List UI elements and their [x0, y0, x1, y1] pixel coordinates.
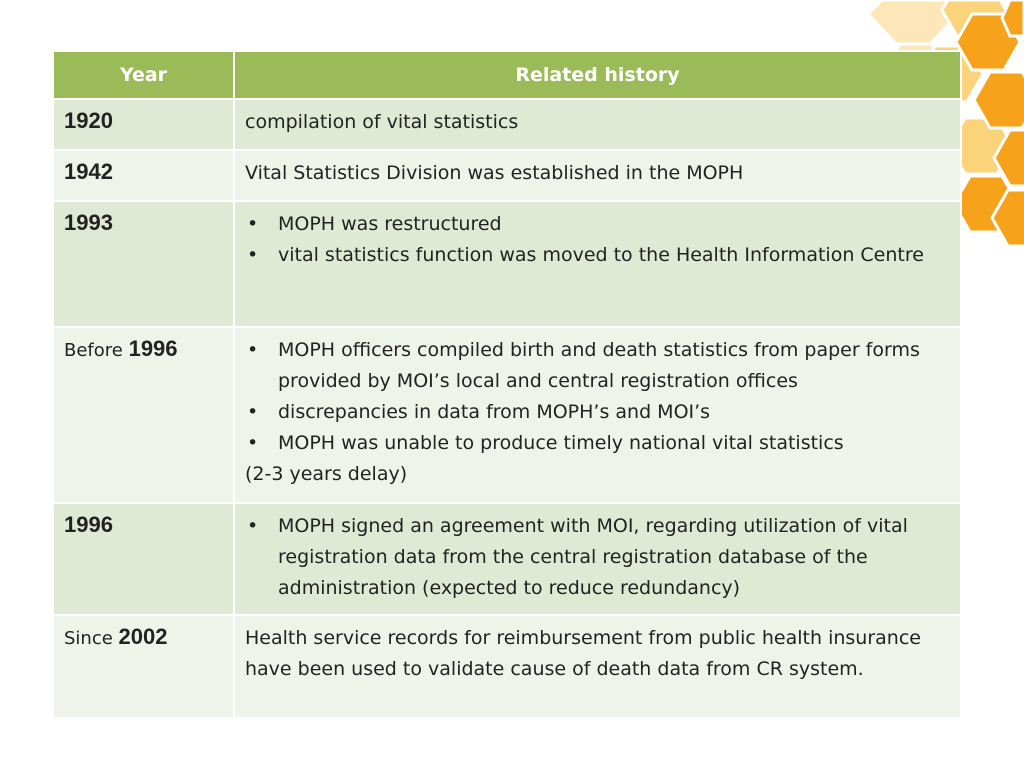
history-table	[52, 50, 962, 719]
year-value: 1920	[64, 108, 113, 133]
table-row	[53, 615, 961, 718]
table-row	[53, 99, 961, 150]
history-cell	[234, 503, 961, 615]
bullet-list	[245, 335, 946, 459]
bullet-list	[245, 209, 946, 271]
table-header-row	[53, 51, 961, 99]
year-cell	[53, 615, 234, 718]
table-row	[53, 327, 961, 503]
year-value: 2002	[118, 624, 168, 649]
year-cell	[53, 201, 234, 327]
header-related-history: Related history	[234, 51, 961, 99]
year-cell	[53, 327, 234, 503]
bullet-list	[245, 511, 946, 604]
history-text: compilation of vital statistics	[245, 111, 519, 133]
bullet-item: • vital statistics function was moved to the Health Information Centre	[245, 240, 946, 271]
year-cell	[53, 150, 234, 201]
year-prefix: Before	[64, 340, 129, 361]
history-cell	[234, 201, 961, 327]
bullet-item: • MOPH signed an agreement with MOI, regarding utilization of vital registration data from the central registration database of the administration (expected to reduce redundancy)	[245, 511, 946, 604]
bullet-item: • MOPH was restructured	[245, 209, 946, 240]
year-value: 1993	[64, 210, 113, 235]
year-value: 1942	[64, 159, 113, 184]
history-cell	[234, 99, 961, 150]
table-row	[53, 503, 961, 615]
history-text: Health service records for reimbursement from public health insurance have been used to validate cause of death data from CR system.	[245, 627, 921, 680]
header-year: Year	[53, 51, 234, 99]
year-value: 1996	[64, 512, 113, 537]
table-row	[53, 201, 961, 327]
bullet-item: • discrepancies in data from MOPH’s and MOI’s	[245, 397, 946, 428]
delay-note: (2-3 years delay)	[245, 463, 408, 485]
year-cell	[53, 503, 234, 615]
year-prefix: Since	[64, 628, 119, 649]
history-cell	[234, 615, 961, 718]
history-cell	[234, 150, 961, 201]
table-row	[53, 150, 961, 201]
history-cell	[234, 327, 961, 503]
year-cell	[53, 99, 234, 150]
bullet-item: • MOPH was unable to produce timely national vital statistics	[245, 428, 946, 459]
history-text: Vital Statistics Division was established in the MOPH	[245, 162, 744, 184]
bullet-item: • MOPH officers compiled birth and death statistics from paper forms provided by MOI’s local and central registration offices	[245, 335, 946, 397]
year-value: 1996	[128, 336, 178, 361]
